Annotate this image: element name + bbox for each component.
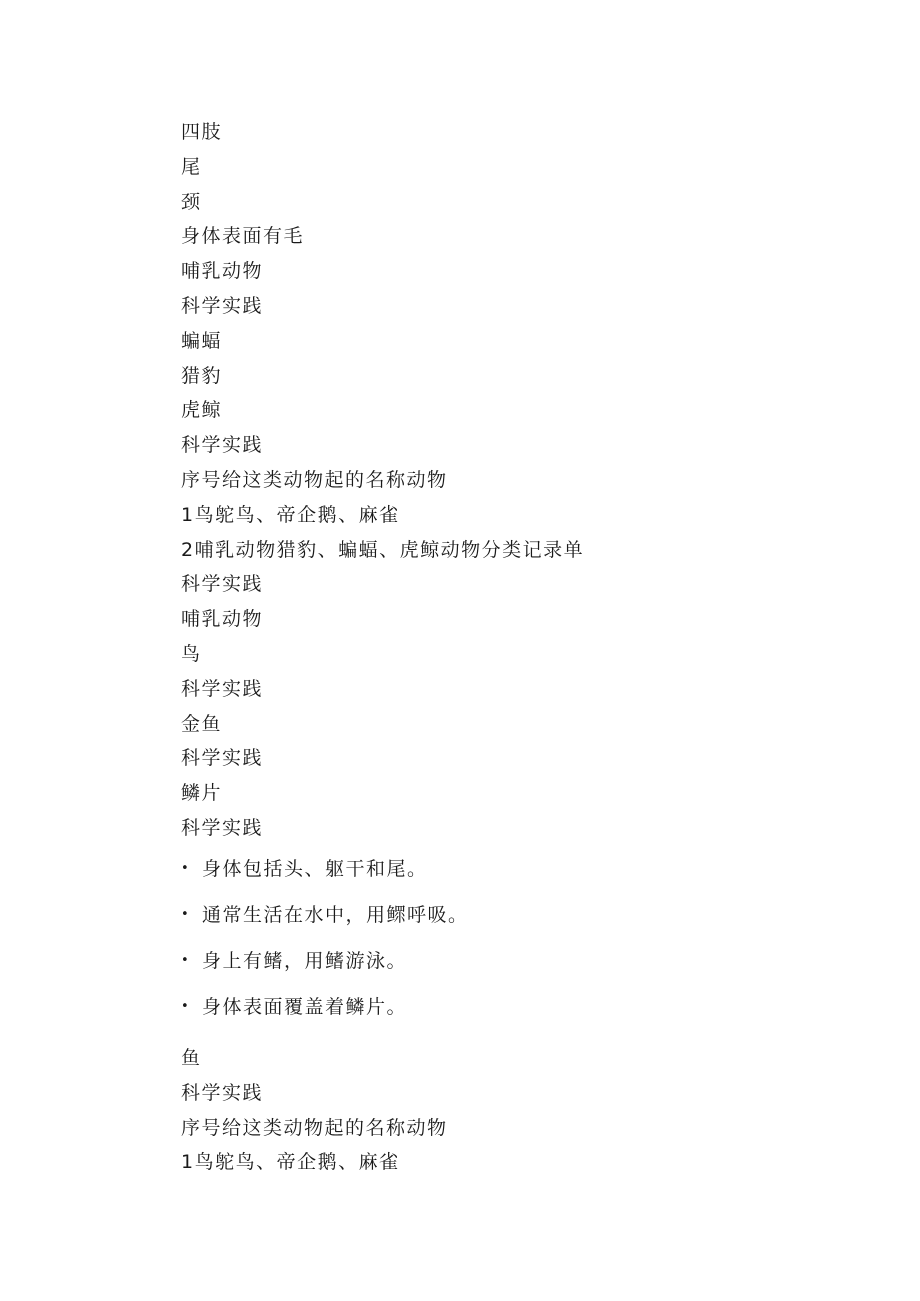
text-line: 科学实践 [181,677,264,700]
bullet-text: 身体表面覆盖着鳞片。 [202,996,408,1018]
text-line: 鳞片 [181,782,223,805]
text-line: 2哺乳动物猎豹、蝙蝠、虎鲸动物分类记录单 [181,538,585,561]
text-line: 鸟 [181,642,202,665]
text-lines-section-b [181,1041,448,1180]
text-line: 科学实践 [181,434,264,457]
text-line: 猎豹 [181,364,223,387]
bullet-text: 身体包括头、躯干和尾。 [202,858,428,880]
bullet-marker: • [181,907,191,922]
text-line: 金鱼 [181,712,223,735]
text-line: 1鸟鸵鸟、帝企鹅、麻雀 [181,503,400,526]
text-line: 科学实践 [181,747,264,770]
text-line: 1鸟鸵鸟、帝企鹅、麻雀 [181,1151,400,1174]
text-line: 颈 [181,190,202,213]
text-line: 科学实践 [181,816,264,839]
text-line: 尾 [181,155,202,178]
text-line: 虎鲸 [181,399,223,422]
bullet-list-item [181,938,469,984]
text-line: 科学实践 [181,1081,264,1104]
text-line: 蝙蝠 [181,329,223,352]
text-line: 身体表面有毛 [181,225,305,248]
text-line: 四肢 [181,121,223,143]
text-line: 科学实践 [181,294,264,317]
text-line: 哺乳动物 [181,608,264,631]
bullet-marker: • [181,999,191,1014]
bullet-marker: • [181,953,191,968]
bullet-marker: • [181,861,191,876]
text-line: 序号给这类动物起的名称动物 [181,468,448,491]
bullet-list-item [181,846,469,892]
bullet-text: 通常生活在水中，用鳏呼吸。 [202,904,469,926]
fish-traits-bullet-list [181,846,469,1030]
text-line: 哺乳动物 [181,260,264,283]
text-line: 序号给这类动物起的名称动物 [181,1116,448,1139]
text-lines-section-a [181,115,584,846]
text-line: 鱼 [181,1047,202,1069]
text-line: 科学实践 [181,573,264,596]
bullet-list-item [181,892,469,938]
bullet-list-item [181,984,469,1030]
bullet-text: 身上有鳍，用鳍游泳。 [202,950,408,972]
